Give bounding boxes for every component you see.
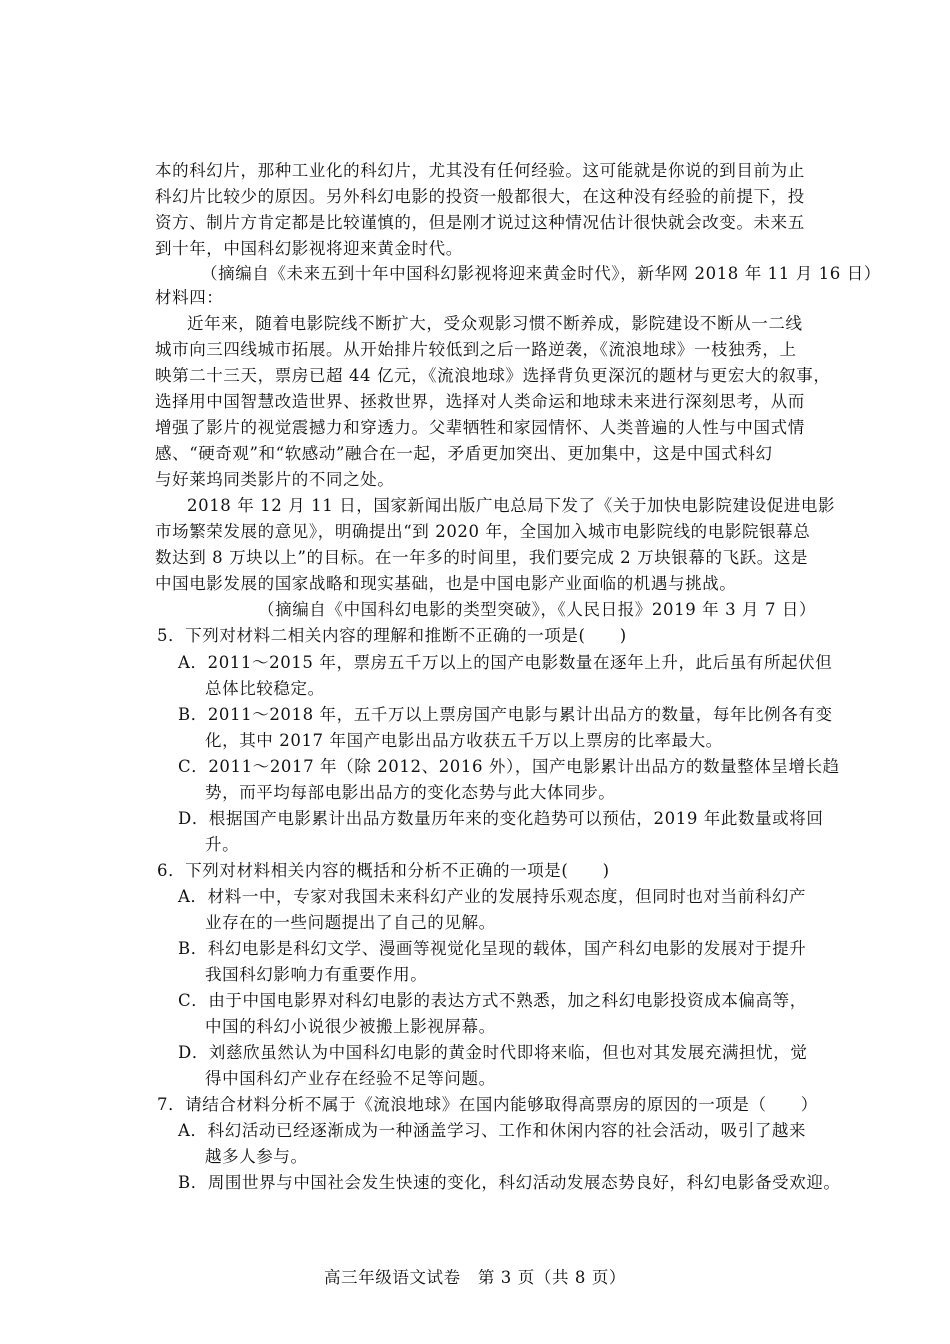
text-line: 到十年，中国科幻影视将迎来黄金时代。	[155, 239, 463, 258]
option-b-cont: 化，其中 2017 年国产电影出品方收获五千万以上票房的比率最大。	[205, 731, 723, 750]
option-a: A．科幻活动已经逐渐成为一种涵盖学习、工作和休闲内容的社会活动，吸引了越来	[178, 1121, 807, 1140]
question-stem: 5．下列对材料二相关内容的理解和推断不正确的一项是( )	[157, 626, 627, 645]
question-stem: 7．请结合材料分析不属于《流浪地球》在国内能够取得高票房的原因的一项是（ ）	[157, 1095, 818, 1114]
section-label: 材料四：	[155, 288, 224, 307]
text-line: 与好莱坞同类影片的不同之处。	[155, 470, 395, 489]
option-c: C．2011～2017 年（除 2012、2016 外），国产电影累计出品方的数量整体呈增长趋	[178, 757, 840, 776]
option-a-cont: 越多人参与。	[205, 1147, 308, 1166]
text-line: 中国电影发展的国家战略和现实基础，也是中国电影产业面临的机遇与挑战。	[155, 574, 737, 593]
text-line: 城市向三四线城市拓展。从开始排片较低到之后一路逆袭，《流浪地球》一枝独秀，上	[155, 340, 797, 359]
option-d-cont: 升。	[205, 835, 240, 854]
option-a: A．2011～2015 年，票房五千万以上的国产电影数量在逐年上升，此后虽有所起伏但	[178, 653, 833, 672]
text-line: 映第二十三天，票房已超 44 亿元，《流浪地球》选择背负更深沉的题材与更宏大的叙事，	[155, 366, 831, 385]
text-line: 2018 年 12 月 11 日，国家新闻出版广电总局下发了《关于加快电影院建设促进电影	[187, 496, 836, 515]
option-c-cont: 势，而平均每部电影出品方的变化态势与此大体同步。	[205, 783, 616, 802]
option-b: B．2011～2018 年，五千万以上票房国产电影与累计出品方的数量，每年比例各有变	[178, 705, 833, 724]
option-a: A．材料一中，专家对我国未来科幻产业的发展持乐观态度，但同时也对当前科幻产	[178, 887, 807, 906]
option-b: B．周围世界与中国社会发生快速的变化，科幻活动发展态势良好，科幻电影备受欢迎。	[178, 1173, 841, 1192]
option-c: C．由于中国电影界对科幻电影的表达方式不熟悉，加之科幻电影投资成本偏高等，	[178, 991, 807, 1010]
text-line: 科幻片比较少的原因。另外科幻电影的投资一般都很大，在这种没有经验的前提下，投	[155, 187, 805, 206]
option-d: D．根据国产电影累计出品方数量历年来的变化趋势可以预估，2019 年此数量或将回	[178, 809, 824, 828]
option-c-cont: 中国的科幻小说很少被搬上影视屏幕。	[205, 1017, 496, 1036]
source-citation: （摘编自《未来五到十年中国科幻影视将迎来黄金时代》，新华网 2018 年 11 月 16 日）	[201, 264, 881, 283]
option-d: D．刘慈欣虽然认为中国科幻电影的黄金时代即将来临，但也对其发展充满担忧，觉	[178, 1043, 808, 1062]
source-citation: （摘编自《中国科幻电影的类型突破》，《人民日报》2019 年 3 月 7 日）	[258, 600, 817, 619]
question-stem: 6．下列对材料相关内容的概括和分析不正确的一项是( )	[157, 861, 610, 880]
text-line: 感、“硬奇观”和“软感动”融合在一起，矛盾更加突出、更加集中，这是中国式科幻	[155, 444, 773, 463]
text-line: 选择用中国智慧改造世界、拯救世界，选择对人类命运和地球未来进行深刻思考，从而	[155, 392, 805, 411]
text-line: 市场繁荣发展的意见》，明确提出“到 2020 年，全国加入城市电影院线的电影院银幕总	[155, 522, 811, 541]
text-line: 数达到 8 万块以上”的目标。在一年多的时间里，我们要完成 2 万块银幕的飞跃。这是	[155, 548, 809, 567]
text-line: 资方、制片方肯定都是比较谨慎的，但是刚才说过这种情况估计很快就会改变。未来五	[155, 213, 805, 232]
page-footer: 高三年级语文试卷 第 3 页（共 8 页）	[323, 1268, 627, 1287]
text-line: 本的科幻片，那种工业化的科幻片，尤其没有任何经验。这可能就是你说的到目前为止	[155, 161, 805, 180]
option-a-cont: 总体比较稳定。	[205, 679, 325, 698]
option-d-cont: 得中国科幻产业存在经验不足等问题。	[205, 1069, 496, 1088]
text-line: 近年来，随着电影院线不断扩大，受众观影习惯不断养成，影院建设不断从一二线	[187, 314, 803, 333]
text-line: 增强了影片的视觉震撼力和穿透力。父辈牺牲和家园情怀、人类普遍的人性与中国式情	[155, 418, 805, 437]
option-a-cont: 业存在的一些问题提出了自己的见解。	[205, 913, 496, 932]
option-b: B．科幻电影是科幻文学、漫画等视觉化呈现的载体，国产科幻电影的发展对于提升	[178, 939, 807, 958]
option-b-cont: 我国科幻影响力有重要作用。	[205, 965, 428, 984]
